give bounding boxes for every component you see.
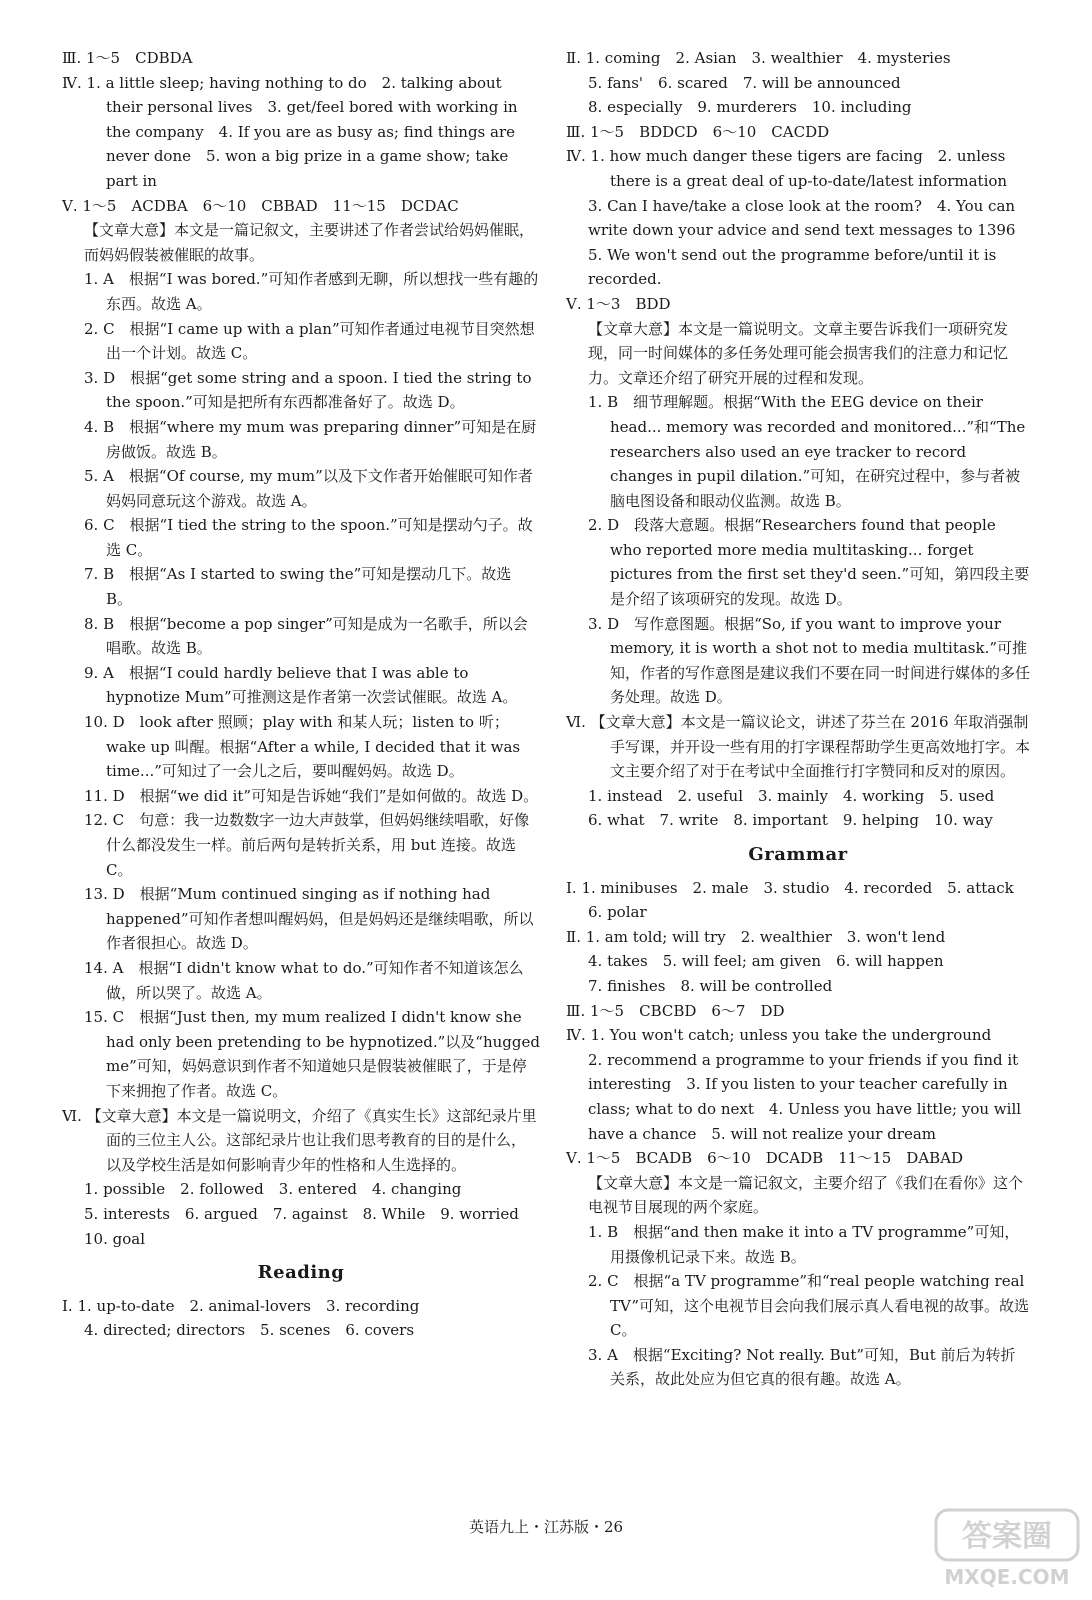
answer-line: 11. D 根据“we did it”可知是告诉她“我们”是如何做的。故选 D。 bbox=[84, 786, 539, 805]
answer-line: 13. D 根据“Mum continued singing as if nothing had happened”可知作者想叫醒妈妈，但是妈妈还是继续唱歌，所以作者很担心。故选 D。 bbox=[84, 885, 534, 953]
answer-line: 9. A 根据“I could hardly believe that I was able to hypnotize Mum”可推测这是作者第一次尝试催眠。故选 A。 bbox=[84, 663, 518, 707]
answer-line: 3. D 根据“get some string and a spoon. I tied the string to the spoon.”可知是把所有东西都准备好了。故选 D。 bbox=[84, 368, 532, 412]
answer-line: 8. B 根据“become a pop singer”可知是成为一名歌手，所以会唱歌。故选 B。 bbox=[84, 614, 528, 658]
watermark-logo bbox=[932, 1506, 1082, 1592]
answer-line: 5. fans' 6. scared 7. will be announced bbox=[588, 73, 901, 92]
answer-line: 6. polar bbox=[588, 903, 647, 922]
answer-line: Ⅵ. 【文章大意】本文是一篇说明文，介绍了《真实生长》这部纪录片里面的三位主人公。这部纪录片也让我们思考教育的目的是什么，以及学校生活是如何影响青少年的性格和人生选择的。 bbox=[62, 1106, 537, 1174]
section-heading: Grammar bbox=[748, 844, 848, 865]
section-heading: Reading bbox=[257, 1262, 345, 1284]
answer-line: 7. B 根据“As I started to swing the”可知是摆动几下。故选 B。 bbox=[84, 565, 512, 609]
answer-line: 2. C 根据“a TV programme”和“real people watching real TV”可知，这个电视节目会向我们展示真人看电视的故事。故选 C。 bbox=[588, 1272, 1030, 1340]
answer-line: 5. interests 6. argued 7. against 8. While 9. worried bbox=[84, 1204, 519, 1223]
right-column bbox=[566, 46, 1030, 1392]
answer-line: Ⅵ. 【文章大意】本文是一篇议论文，讲述了芬兰在 2016 年取消强制手写课，并开设一些有用的打字课程帮助学生更高效地打字。本文主要介绍了对于在考试中全面推行打字赞同和反对的原因。 bbox=[566, 713, 1031, 781]
answer-line: 6. what 7. write 8. important 9. helping 10. way bbox=[588, 811, 993, 830]
answer-line: 10. goal bbox=[84, 1229, 145, 1248]
answer-line: 3. D 写作意图题。根据“So, if you want to improve your memory, it is worth a shot not to media multitask.”可推知，作者的写作意图是建议我们不要在同一时间进行媒体的多任务处理。故选 D。 bbox=[588, 614, 1031, 707]
answer-line: Ⅳ. 1. a little sleep; having nothing to do 2. talking about their personal lives 3. get/feel bored with working in the company 4. If you are as busy as; find things are never done 5. won a big prize in a game show; take part in bbox=[62, 73, 518, 190]
left-column bbox=[62, 46, 540, 1343]
answer-line: Ⅲ. 1～5 CBCBD 6～7 DD bbox=[566, 1001, 785, 1020]
answer-line: 1. possible 2. followed 3. entered 4. changing bbox=[84, 1180, 462, 1199]
answer-line: Ⅴ. 1～3 BDD bbox=[566, 294, 671, 313]
answer-line: 1. B 细节理解题。根据“With the EEG device on their head... memory was recorded and monitored...”和“The researchers also used an eye tracker to record changes in pupil dilation.”可知，在研究过程中，参与者被脑电图设备和眼动仪监测。故选 B。 bbox=[588, 393, 1026, 510]
answer-line: 2. C 根据“I came up with a plan”可知作者通过电视节目突然想出一个计划。故选 C。 bbox=[84, 319, 535, 363]
answer-line: Ⅱ. 1. am told; will try 2. wealthier 3. won't lend bbox=[566, 927, 946, 946]
answer-line: Ⅴ. 1～5 ACDBA 6～10 CBBAD 11～15 DCDAC bbox=[62, 196, 459, 215]
answer-line: 4. takes 5. will feel; am given 6. will happen bbox=[588, 952, 944, 971]
watermark-url: MXQE.COM bbox=[944, 1565, 1070, 1589]
answer-line: Ⅰ. 1. up-to-date 2. animal-lovers 3. recording bbox=[62, 1296, 420, 1315]
answer-line: 2. recommend a programme to your friends if you find it interesting 3. If you listen to your teacher carefully in class; what to do next 4. Unless you have little; you will have a chance 5. will not realize your dream bbox=[588, 1050, 1022, 1143]
answer-line: 【文章大意】本文是一篇记叙文，主要介绍了《我们在看你》这个电视节目展现的两个家庭。 bbox=[588, 1173, 1024, 1217]
answer-line: 5. A 根据“Of course, my mum”以及下文作者开始催眠可知作者妈妈同意玩这个游戏。故选 A。 bbox=[84, 467, 533, 510]
answer-line: 10. D look after 照顾；play with 和某人玩；listen to 听；wake up 叫醒。根据“After a while, I decided that it was time...”可知过了一会儿之后，要叫醒妈妈。故选 D。 bbox=[84, 713, 521, 781]
answer-line: Ⅱ. 1. coming 2. Asian 3. wealthier 4. mysteries bbox=[566, 49, 951, 67]
answer-line: 1. instead 2. useful 3. mainly 4. working 5. used bbox=[588, 786, 995, 805]
page-footer: 英语九上・江苏版・26 bbox=[468, 1518, 624, 1536]
answer-line: 15. C 根据“Just then, my mum realized I didn't know she had only been pretending to be hypnotized.”以及“hugged me”可知，妈妈意识到作者不知道她只是假装被催眠了，于是停下来拥抱了作者。故选 C。 bbox=[84, 1008, 540, 1100]
answer-line: 4. directed; directors 5. scenes 6. covers bbox=[84, 1321, 415, 1340]
answer-line: Ⅲ. 1～5 BDDCD 6～10 CACDD bbox=[566, 122, 830, 141]
answer-line: 3. Can I have/take a close look at the room? 4. You can write down your advice and send text messages to 1396 5. We won't send out the programme before/until it is recorded. bbox=[588, 196, 1031, 289]
answer-line: 12. C 句意：我一边数数字一边大声鼓掌，但妈妈继续唱歌，好像什么都没发生一样。前后两句是转折关系，用 but 连接。故选 C。 bbox=[84, 811, 530, 879]
answer-line: 【文章大意】本文是一篇记叙文，主要讲述了作者尝试给妈妈催眠，而妈妈假装被催眠的故事。 bbox=[84, 221, 535, 264]
answer-line: 4. B 根据“where my mum was preparing dinner”可知是在厨房做饭。故选 B。 bbox=[84, 417, 537, 461]
answer-line: Ⅲ. 1～5 CDBDA bbox=[62, 49, 193, 67]
answer-line: Ⅰ. 1. minibuses 2. male 3. studio 4. recorded 5. attack bbox=[566, 878, 1014, 897]
answer-line: Ⅳ. 1. You won't catch; unless you take the underground bbox=[566, 1026, 992, 1045]
answer-line: 2. D 段落大意题。根据“Researchers found that people who reported more media multitasking... forget pictures from the first set they'd seen.”可知，第四段主要是介绍了该项研究的发现。故选 D。 bbox=[588, 516, 1030, 609]
answer-line: 3. A 根据“Exciting? Not really. But”可知，But 前后为转折关系，故此处应为但它真的很有趣。故选 A。 bbox=[588, 1345, 1016, 1389]
answer-line: 14. A 根据“I didn't know what to do.”可知作者不知道该怎么做，所以哭了。故选 A。 bbox=[84, 958, 524, 1002]
watermark-text: 答案圈 bbox=[962, 1519, 1052, 1554]
answer-line: 1. A 根据“I was bored.”可知作者感到无聊，所以想找一些有趣的东西。故选 A。 bbox=[84, 270, 539, 313]
answer-line: 8. especially 9. murderers 10. including bbox=[588, 98, 912, 117]
answer-line: 【文章大意】本文是一篇说明文。文章主要告诉我们一项研究发现，同一时间媒体的多任务处理可能会损害我们的注意力和记忆力。文章还介绍了研究开展的过程和发现。 bbox=[588, 319, 1009, 387]
answer-line: 1. B 根据“and then make it into a TV programme”可知，用摄像机记录下来。故选 B。 bbox=[588, 1222, 1020, 1266]
answer-line: 6. C 根据“I tied the string to the spoon.”可知是摆动勺子。故选 C。 bbox=[84, 516, 533, 559]
answer-line: Ⅴ. 1～5 BCADB 6～10 DCADB 11～15 DABAD bbox=[566, 1149, 964, 1168]
answer-line: 7. finishes 8. will be controlled bbox=[588, 976, 833, 995]
answer-line: Ⅳ. 1. how much danger these tigers are facing 2. unless there is a great deal of up-to-date/latest information bbox=[566, 147, 1008, 190]
